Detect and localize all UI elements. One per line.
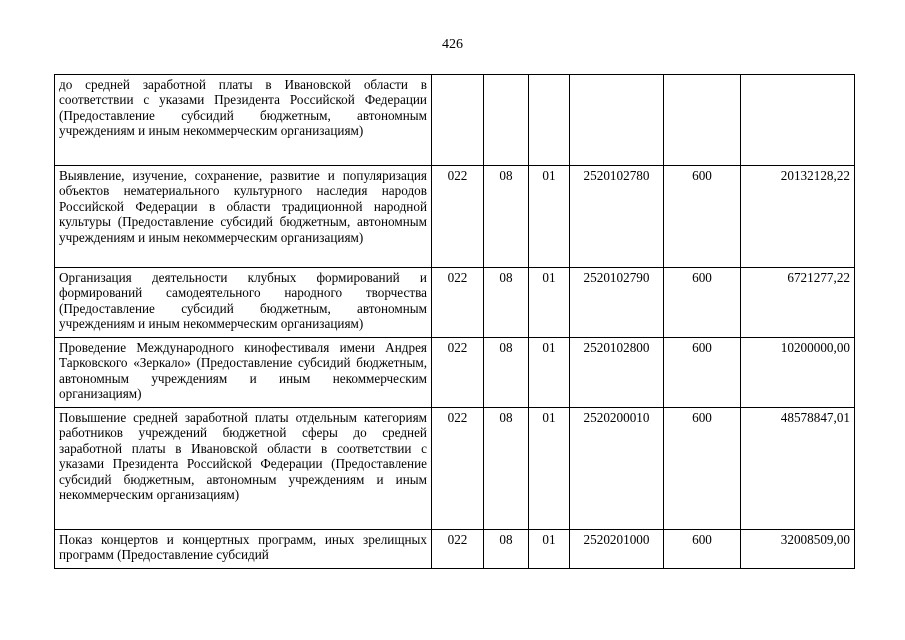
- item-name: Повышение средней заработной платы отдельным категориям работников учреждений бюджетной сферы до средней заработной платы в Ивановской области в соответствии с указами Президента Российской Федерации (Предоставление субсидий бюджетным, автономным учреждениям и иным некоммерческим организациям): [55, 408, 432, 530]
- page-number: 426: [442, 37, 463, 52]
- section-code: 08: [484, 338, 529, 408]
- table-row: [55, 166, 855, 268]
- amount: 32008509,00: [741, 530, 855, 569]
- table-row: [55, 530, 855, 569]
- section-code: 08: [484, 268, 529, 338]
- amount: [741, 75, 855, 166]
- expense-type-code: 600: [664, 268, 741, 338]
- table-row: [55, 268, 855, 338]
- amount: 20132128,22: [741, 166, 855, 268]
- expense-type-code: 600: [664, 338, 741, 408]
- section-code: 08: [484, 166, 529, 268]
- expense-type-code: 600: [664, 530, 741, 569]
- budget-table: [54, 74, 855, 569]
- ministry-code: 022: [432, 530, 484, 569]
- ministry-code: 022: [432, 268, 484, 338]
- subsection-code: 01: [529, 530, 570, 569]
- expense-type-code: 600: [664, 408, 741, 530]
- section-code: 08: [484, 530, 529, 569]
- subsection-code: 01: [529, 408, 570, 530]
- ministry-code: 022: [432, 166, 484, 268]
- target-code: 2520102800: [570, 338, 664, 408]
- expense-type-code: 600: [664, 166, 741, 268]
- item-name: Проведение Международного кинофестиваля имени Андрея Тарковского «Зеркало» (Предоставление субсидий бюджетным, автономным учреждениям и иным некоммерческим организациям): [55, 338, 432, 408]
- ministry-code: [432, 75, 484, 166]
- target-code: 2520102790: [570, 268, 664, 338]
- ministry-code: 022: [432, 338, 484, 408]
- ministry-code: 022: [432, 408, 484, 530]
- target-code: 2520201000: [570, 530, 664, 569]
- amount: 48578847,01: [741, 408, 855, 530]
- table-row: [55, 338, 855, 408]
- table-row: [55, 408, 855, 530]
- section-code: 08: [484, 408, 529, 530]
- item-name: Выявление, изучение, сохранение, развитие и популяризация объектов нематериального культурного наследия народов Российской Федерации в области традиционной народной культуры (Предоставление субсидий бюджетным, автономным учреждениям и иным некоммерческим организациям): [55, 166, 432, 268]
- subsection-code: 01: [529, 268, 570, 338]
- expense-type-code: [664, 75, 741, 166]
- target-code: 2520200010: [570, 408, 664, 530]
- subsection-code: 01: [529, 166, 570, 268]
- item-name: Организация деятельности клубных формирований и формирований самодеятельного народного творчества (Предоставление субсидий бюджетным, автономным учреждениям и иным некоммерческим организациям): [55, 268, 432, 338]
- table-row: [55, 75, 855, 166]
- target-code: [570, 75, 664, 166]
- amount: 10200000,00: [741, 338, 855, 408]
- target-code: 2520102780: [570, 166, 664, 268]
- section-code: [484, 75, 529, 166]
- amount: 6721277,22: [741, 268, 855, 338]
- item-name: Показ концертов и концертных программ, иных зрелищных программ (Предоставление субсидий: [55, 530, 432, 569]
- item-name: до средней заработной платы в Ивановской области в соответствии с указами Президента Российской Федерации (Предоставление субсидий бюджетным, автономным учреждениям и иным некоммерческим организациям): [55, 75, 432, 166]
- subsection-code: 01: [529, 338, 570, 408]
- subsection-code: [529, 75, 570, 166]
